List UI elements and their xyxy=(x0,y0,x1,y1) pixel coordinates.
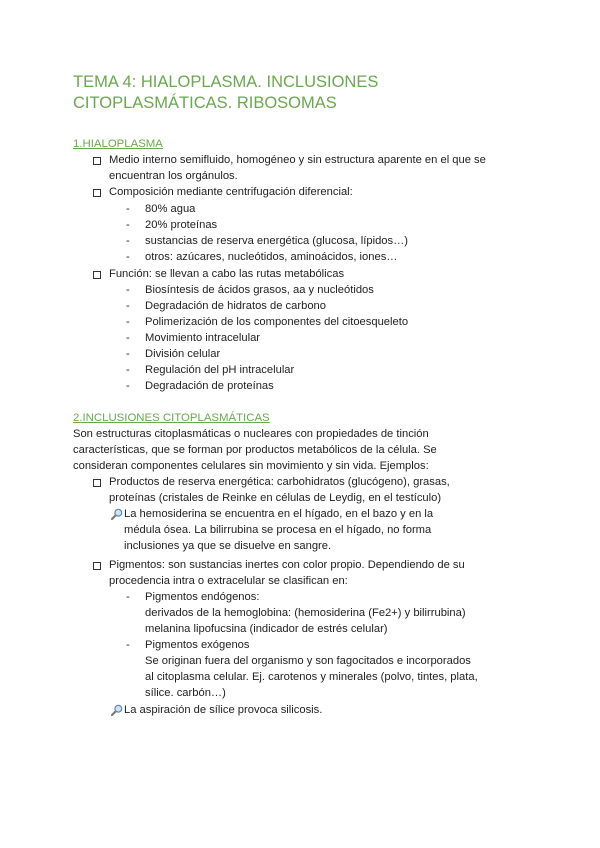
dash-bullet: - xyxy=(126,251,130,263)
checkbox-icon xyxy=(93,562,101,570)
list-item: Biosíntesis de ácidos grasos, aa y nucleótidos xyxy=(145,284,374,296)
section-heading-inclusiones: 2.INCLUSIONES CITOPLASMÁTICAS xyxy=(73,412,270,424)
checkbox-icon xyxy=(93,189,101,197)
dash-bullet: - xyxy=(126,380,130,392)
list-item: Regulación del pH intracelular xyxy=(145,364,295,376)
dash-bullet: - xyxy=(126,591,130,603)
magnifier-icon xyxy=(110,508,123,521)
list-item: Polimerización de los componentes del citoesqueleto xyxy=(145,316,409,328)
dash-bullet: - xyxy=(126,219,130,231)
dash-bullet: - xyxy=(126,235,130,247)
list-item: Movimiento intracelular xyxy=(145,332,261,344)
checkbox-icon xyxy=(93,271,101,279)
dash-bullet: - xyxy=(126,639,130,651)
checkbox-icon xyxy=(93,479,101,487)
list-item: Degradación de hidratos de carbono xyxy=(145,300,326,312)
list-item: Degradación de proteínas xyxy=(145,380,274,392)
dash-bullet: - xyxy=(126,364,130,376)
dash-bullet: - xyxy=(126,348,130,360)
dash-bullet: - xyxy=(126,332,130,344)
document-page: TEMA 4: HIALOPLASMA. INCLUSIONES CITOPLASMÁTICAS. RIBOSOMAS 1.HIALOPLASMA Medio interno semifluido, homogéneo y sin estructura aparente en el que se encuentran los orgánulos. Composición mediante centrifugación diferencial: - 80% agua - 20% proteínas - sustancias de reserva energética (glucosa, lípidos…) - otros: azúcares, nucleótidos, aminoácidos, iones… Función: se llevan a cabo las rutas metabólicas - Biosíntesis de ácidos grasos, aa y nucleótidos - Degradación de hidratos de carbono - Polimerización de los componentes del citoesqueleto - Movimiento intracelular - División celular - Regulación del pH intracelular - Degradación de proteínas 2.INCLUSIONES CITOPLASMÁTICAS Son estructuras citoplasmáticas o nucleares con propiedades de tinción características, que se forman por productos metabólicos de la célula. Se consideran componentes celulares sin movimiento y sin vida. Ejemplos: Productos de reserva energética: carbohidratos (glucógeno), grasas, proteínas (cristales de Reinke en células de Leydig, en el testículo) La hemosiderina se encuentra en el hígado, en el bazo y en la médula ósea. La bilirrubina se procesa en el hígado, no forma inclusiones ya que se disuelve en sangre. Pigmentos: son sustancias inertes con color propio. Dependiendo de su procedencia intra o extracelular se clasifican en: - Pigmentos endógenos: derivados de la hemoglobina: (hemosiderina (Fe2+) y bilirrubina) melanina lipofucsina (indicador de estrés celular) - Pigmentos exógenos Se originan fuera del organismo y son fagocitados e incorporados al citoplasma celular. Ej. carotenos y minerales (polvo, tintes, plata, sílice. carbón…) La aspiración de sílice provoca silicosis. xyxy=(0,0,600,848)
dash-bullet: - xyxy=(126,300,130,312)
list-item: otros: azúcares, nucleótidos, aminoácidos, iones… xyxy=(145,251,398,263)
magnifier-icon xyxy=(110,704,123,717)
list-item: 20% proteínas xyxy=(145,219,218,231)
section-heading-hialoplasma: 1.HIALOPLASMA xyxy=(73,138,163,150)
page-title: TEMA 4: HIALOPLASMA. INCLUSIONES CITOPLASMÁTICAS. RIBOSOMAS xyxy=(73,73,379,112)
list-item: 80% agua xyxy=(145,203,196,215)
list-item: sustancias de reserva energética (glucosa, lípidos…) xyxy=(145,235,409,247)
dash-bullet: - xyxy=(126,316,130,328)
checkbox-icon xyxy=(93,157,101,165)
dash-bullet: - xyxy=(126,203,130,215)
dash-bullet: - xyxy=(126,284,130,296)
list-item: División celular xyxy=(145,348,221,360)
